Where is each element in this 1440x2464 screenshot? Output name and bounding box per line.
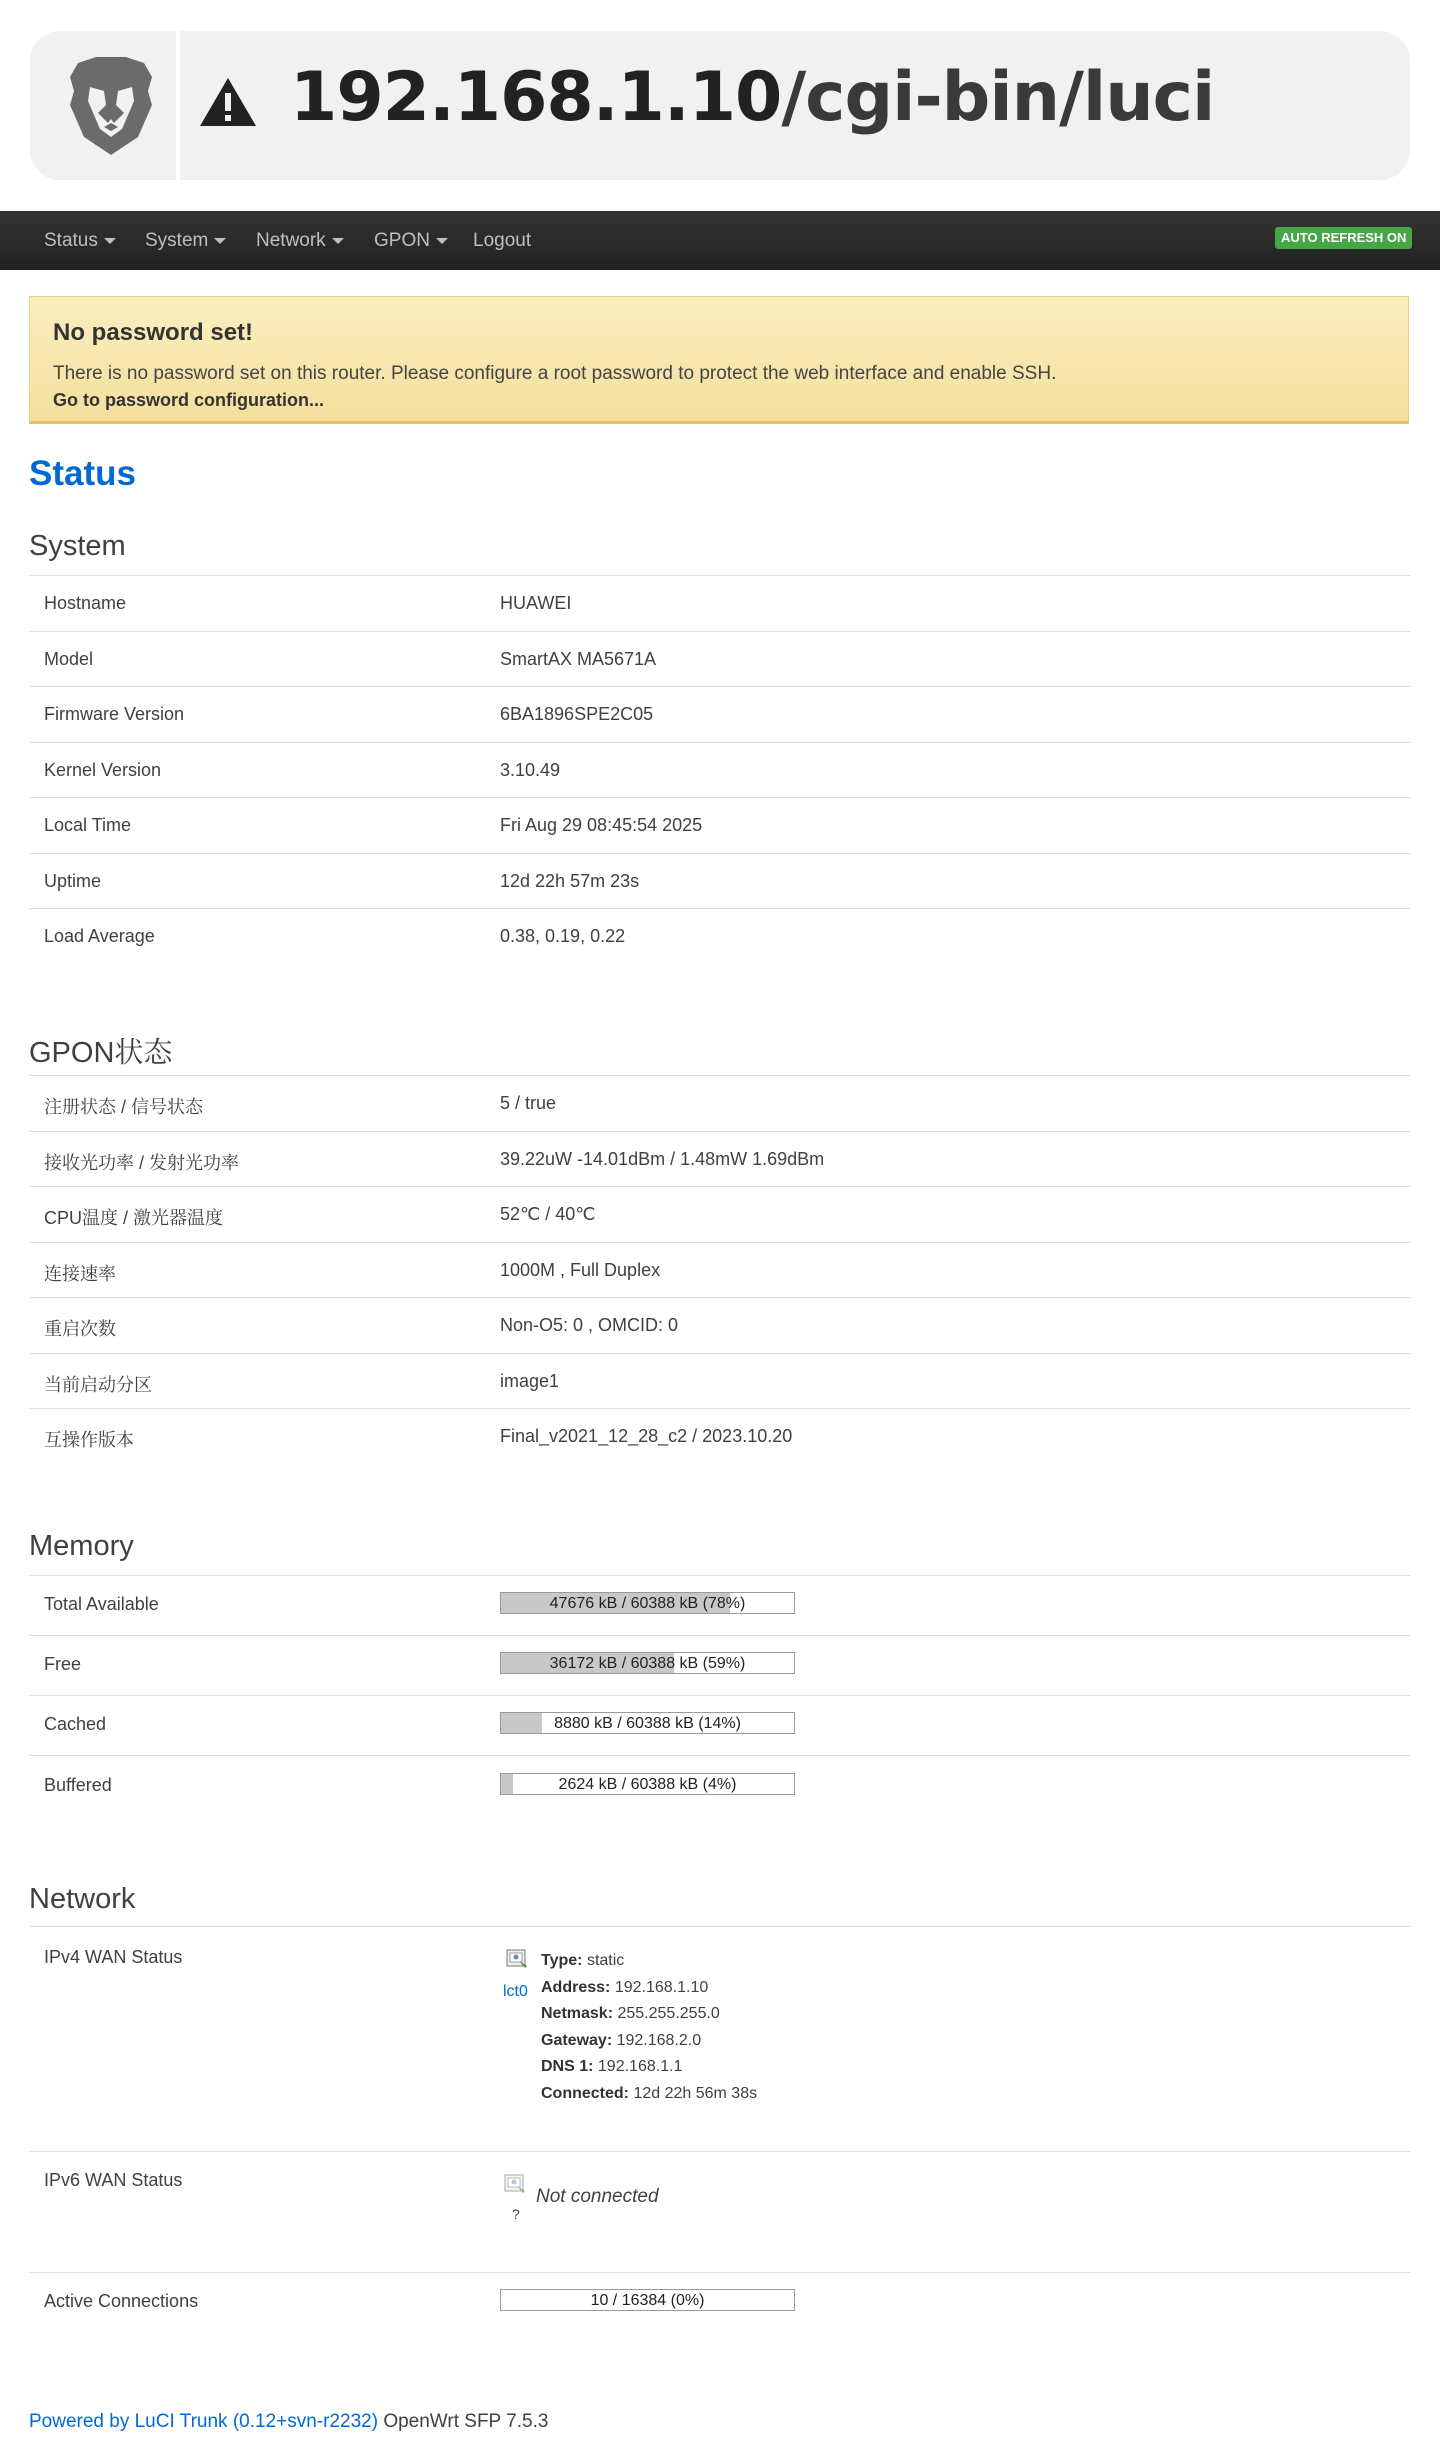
system-row-value: 3.10.49 [500, 760, 561, 780]
gpon-row-value: Non-O5: 0 , OMCID: 0 [500, 1315, 679, 1335]
main-navbar [0, 211, 1440, 270]
system-row-value: SmartAX MA5671A [500, 649, 657, 669]
caret-down-icon [214, 238, 226, 244]
interface-name[interactable]: lct0 [503, 1983, 528, 2000]
divider [29, 2272, 1410, 2273]
nav-gpon-label: GPON [374, 230, 430, 251]
field-key: Netmask: [541, 2005, 614, 2022]
gpon-row-label: 连接速率 [44, 1264, 116, 1284]
field-value: 12d 22h 56m 38s [633, 2084, 758, 2102]
memory-progress-bar [500, 1773, 795, 1795]
active-connections-bar [500, 2289, 795, 2311]
nav-system-menu[interactable] [145, 211, 226, 270]
system-row-label: Load Average [44, 926, 155, 946]
field-key: Type: [541, 1952, 583, 1969]
divider [29, 1242, 1410, 1243]
gpon-row-label: 当前启动分区 [44, 1375, 152, 1395]
memory-row-label: Total Available [44, 1594, 159, 1614]
divider [29, 1695, 1410, 1696]
memory-progress-bar [500, 1592, 795, 1614]
memory-progress-bar [500, 1712, 795, 1734]
network-section-title: Network [29, 1883, 136, 1915]
alert-text: There is no password set on this router. Please configure a root password to protect the web interface and enable SSH. [53, 363, 1057, 384]
field-key: Connected: [541, 2084, 629, 2102]
field-value: 192.168.1.10 [614, 1978, 709, 1996]
divider [29, 1926, 1410, 1927]
nav-logout-label: Logout [473, 230, 532, 251]
caret-down-icon [104, 238, 116, 244]
luci-link[interactable]: Powered by LuCI Trunk (0.12+svn-r2232) [29, 2411, 379, 2432]
divider [29, 1297, 1410, 1298]
field-value: 192.168.2.0 [616, 2031, 702, 2049]
field-value: 192.168.1.1 [597, 2058, 683, 2075]
divider [29, 575, 1410, 576]
gpon-row-value: 52℃ / 40℃ [500, 1204, 596, 1224]
progress-text: 2624 kB / 60388 kB (4%) [558, 1776, 737, 1793]
memory-section-title: Memory [29, 1530, 134, 1562]
gpon-row-value: Final_v2021_12_28_c2 / 2023.10.20 [500, 1426, 793, 1446]
gpon-row-value: 5 / true [500, 1093, 557, 1113]
ethernet-port-icon [505, 1947, 529, 1971]
divider [29, 686, 1410, 687]
field-value: 255.255.255.0 [617, 2005, 720, 2022]
system-row-value: 0.38, 0.19, 0.22 [500, 926, 626, 946]
field-value: static [586, 1952, 625, 1969]
nav-system-label: System [145, 230, 209, 251]
ipv4-dns-line [541, 2054, 757, 2081]
nav-status-menu[interactable] [44, 211, 116, 270]
divider [29, 1353, 1410, 1354]
system-row-label: Firmware Version [44, 704, 185, 724]
ipv6-status-text: Not connected [536, 2186, 659, 2207]
browser-toolbar [0, 0, 1440, 211]
gpon-section-title: GPON状态 [29, 1037, 173, 1069]
progress-text: 36172 kB / 60388 kB (59%) [549, 1655, 746, 1672]
ipv4-address-line [541, 1975, 757, 2002]
system-row-value: 6BA1896SPE2C05 [500, 704, 654, 724]
field-key: Gateway: [541, 2031, 613, 2049]
active-connections-label: Active Connections [44, 2291, 199, 2311]
ipv4-gateway-line [541, 2028, 757, 2055]
divider [29, 2151, 1410, 2152]
gpon-row-value: 39.22uW -14.01dBm / 1.48mW 1.69dBm [500, 1149, 825, 1169]
divider [29, 1575, 1410, 1576]
divider [29, 1186, 1410, 1187]
page-footer [29, 2411, 548, 2433]
memory-row-label: Buffered [44, 1775, 112, 1795]
interface-name: ? [512, 2206, 520, 2222]
progress-text: 47676 kB / 60388 kB (78%) [549, 1595, 746, 1612]
gpon-row-label: 重启次数 [44, 1319, 116, 1339]
divider [29, 742, 1410, 743]
divider [29, 1635, 1410, 1636]
nav-network-menu[interactable] [256, 211, 344, 270]
divider [29, 853, 1410, 854]
gpon-row-label: 注册状态 / 信号状态 [44, 1097, 204, 1117]
nav-gpon-menu[interactable] [374, 211, 448, 270]
warning-icon[interactable] [198, 76, 258, 128]
divider [29, 631, 1410, 632]
url-host: 192.168.1.10 [290, 58, 782, 137]
url-text[interactable] [290, 58, 1214, 138]
system-row-label: Kernel Version [44, 760, 162, 780]
gpon-row-value: image1 [500, 1371, 560, 1391]
system-row-label: Model [44, 649, 94, 669]
memory-row-label: Free [44, 1654, 82, 1674]
memory-row-label: Cached [44, 1714, 107, 1734]
system-row-value: HUAWEI [500, 593, 572, 613]
gpon-row-value: 1000M , Full Duplex [500, 1260, 661, 1280]
progress-text: 10 / 16384 (0%) [590, 2292, 705, 2309]
ipv4-wan-label: IPv4 WAN Status [44, 1947, 183, 1967]
field-key: Address: [541, 1978, 611, 1996]
ipv4-netmask-line [541, 2001, 757, 2028]
system-row-label: Uptime [44, 871, 102, 891]
memory-progress-bar [500, 1652, 795, 1674]
divider [29, 1755, 1410, 1756]
ethernet-port-disconnected-icon [503, 2172, 527, 2196]
system-row-value: 12d 22h 57m 23s [500, 871, 640, 891]
progress-text: 8880 kB / 60388 kB (14%) [554, 1715, 741, 1732]
ipv6-wan-label: IPv6 WAN Status [44, 2170, 183, 2190]
ipv4-status-details [541, 1948, 757, 2107]
alert-title: No password set! [53, 319, 254, 346]
system-section-title: System [29, 530, 126, 562]
nav-status-label: Status [44, 230, 98, 251]
caret-down-icon [436, 238, 448, 244]
gpon-row-label: 互操作版本 [44, 1430, 134, 1450]
footer-version: OpenWrt SFP 7.5.3 [378, 2411, 549, 2432]
no-password-alert [29, 296, 1409, 424]
divider [29, 1075, 1410, 1076]
system-row-value: Fri Aug 29 08:45:54 2025 [500, 815, 703, 835]
divider [29, 1408, 1410, 1409]
gpon-row-label: 接收光功率 / 发射光功率 [44, 1153, 240, 1173]
nav-logout-link[interactable] [473, 211, 531, 270]
divider [29, 1131, 1410, 1132]
system-row-label: Hostname [44, 593, 127, 613]
nav-network-label: Network [256, 230, 326, 251]
url-path: /cgi-bin/luci [781, 58, 1215, 137]
auto-refresh-toggle[interactable]: AUTO REFRESH ON [1275, 227, 1412, 249]
password-config-link[interactable]: Go to password configuration... [53, 390, 325, 410]
caret-down-icon [332, 238, 344, 244]
gpon-row-label: CPU温度 / 激光器温度 [44, 1208, 224, 1228]
divider [29, 797, 1410, 798]
divider [29, 908, 1410, 909]
ipv4-connected-line [541, 2081, 757, 2108]
page-title: Status [29, 454, 136, 493]
system-row-label: Local Time [44, 815, 132, 835]
field-key: DNS 1: [541, 2058, 594, 2075]
brave-lion-icon[interactable] [68, 57, 154, 155]
ipv4-type-line [541, 1948, 757, 1975]
